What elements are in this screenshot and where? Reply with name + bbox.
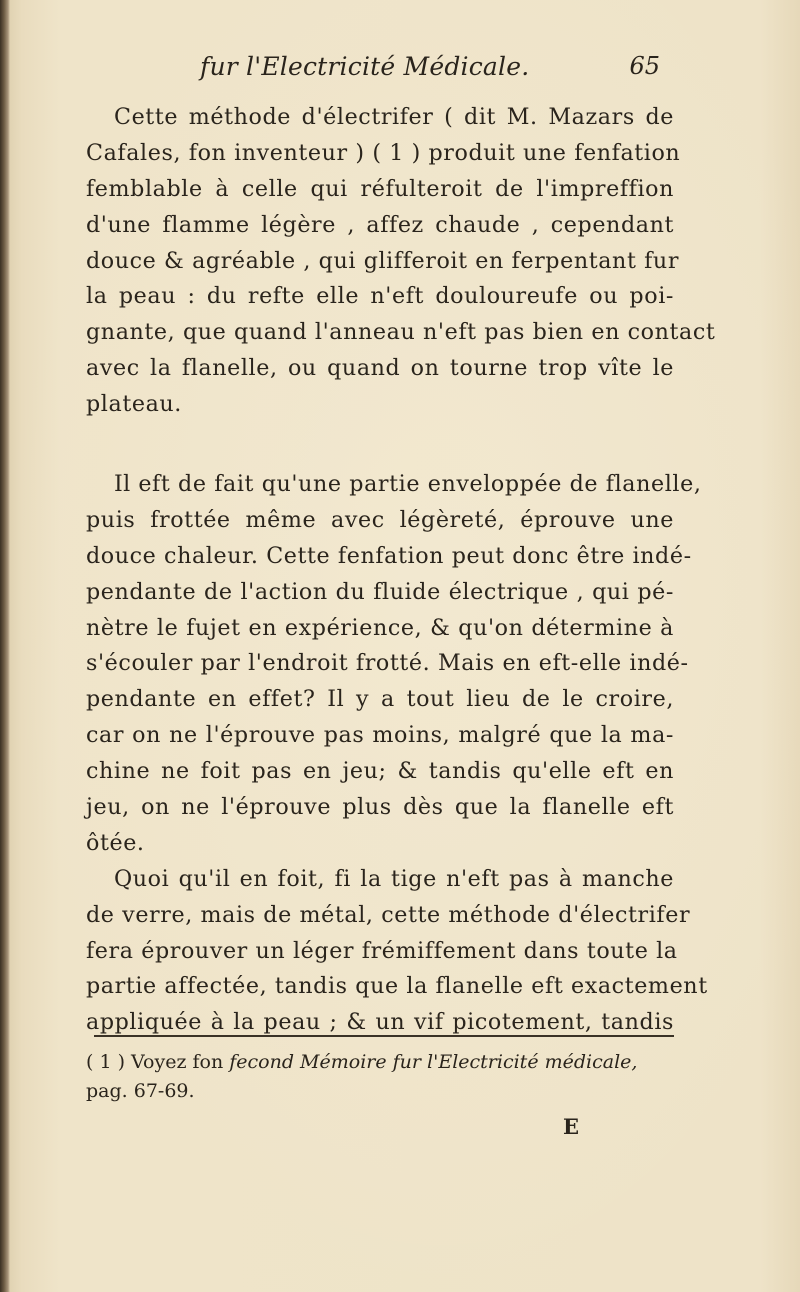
text-line: avec la flanelle, ou quand on tourne trop vîte le bbox=[86, 355, 674, 382]
text-line: partie affectée, tandis que la flanelle eft exactement bbox=[86, 973, 708, 1000]
text-line: femblable à celle qui réfulteroit de l'impreffion bbox=[86, 175, 674, 202]
text-line: pendante de l'action du fluide électrique , qui pé- bbox=[86, 578, 674, 605]
text-line-rest: eft de fait qu'une partie enveloppée de flanelle, bbox=[138, 471, 702, 498]
text-line: gnante, que quand l'anneau n'eft pas bien en contact bbox=[86, 319, 716, 346]
footnote-continuation: pag. 67-69. bbox=[86, 1080, 195, 1102]
text-line: pendante en effet? Il y a tout lieu de le croire, bbox=[86, 686, 674, 713]
footnote-marker: ( 1 ) bbox=[86, 1051, 125, 1073]
text-line: Quoi qu'il en foit, fi la tige n'eft pas à manche bbox=[114, 865, 674, 892]
page-body bbox=[86, 100, 716, 1041]
paragraph bbox=[86, 862, 708, 1041]
paragraph bbox=[86, 100, 716, 423]
text-line: de verre, mais de métal, cette méthode d'électrifer bbox=[86, 901, 691, 928]
text-line: car on ne l'éprouve pas moins, malgré que la ma- bbox=[86, 722, 674, 749]
paragraph-first-word: Il bbox=[114, 471, 131, 498]
text-line: nètre le fujet en expérience, & qu'on détermine à bbox=[86, 614, 674, 641]
text-line: appliquée à la peau ; & un vif picotement, tandis bbox=[86, 1009, 674, 1036]
text-line: plateau. bbox=[86, 391, 182, 418]
text-line: fera éprouver un léger frémiffement dans toute la bbox=[86, 937, 678, 964]
binding-gutter bbox=[0, 0, 10, 1292]
footnote-rule bbox=[94, 1035, 674, 1037]
footnote-text: Voyez fon bbox=[131, 1051, 224, 1073]
text-line: douce & agréable , qui glifferoit en ferpentant fur bbox=[86, 247, 680, 274]
text-line: puis frottée même avec légèreté, éprouve une bbox=[86, 506, 674, 533]
text-line: Cette méthode d'électrifer ( dit M. Mazars de bbox=[114, 104, 674, 130]
text-line: la peau : du refte elle n'eft douloureufe ou poi- bbox=[86, 283, 674, 310]
text-line bbox=[86, 467, 702, 503]
footnote-line bbox=[86, 1048, 674, 1077]
text-line: jeu, on ne l'éprouve plus dès que la flanelle eft bbox=[86, 794, 674, 821]
text-line: douce chaleur. Cette fenfation peut donc être indé- bbox=[86, 542, 692, 569]
paragraph bbox=[86, 467, 702, 862]
text-line: Cafales, fon inventeur ) ( 1 ) produit une fenfation bbox=[86, 139, 681, 166]
text-line: s'écouler par l'endroit frotté. Mais en eft-elle indé- bbox=[86, 650, 689, 677]
page-header bbox=[200, 52, 660, 92]
footnote bbox=[86, 1048, 674, 1106]
text-line: chine ne foit pas en jeu; & tandis qu'elle eft en bbox=[86, 758, 674, 785]
running-title: fur l'Electricité Médicale. bbox=[200, 52, 530, 81]
signature-mark: E bbox=[563, 1114, 580, 1139]
text-line: d'une flamme légère , affez chaude , cependant bbox=[86, 211, 674, 238]
page-number: 65 bbox=[629, 52, 660, 80]
footnote-title: fecond Mémoire fur l'Electricité médicale, bbox=[229, 1051, 638, 1073]
text-line: ôtée. bbox=[86, 829, 145, 856]
